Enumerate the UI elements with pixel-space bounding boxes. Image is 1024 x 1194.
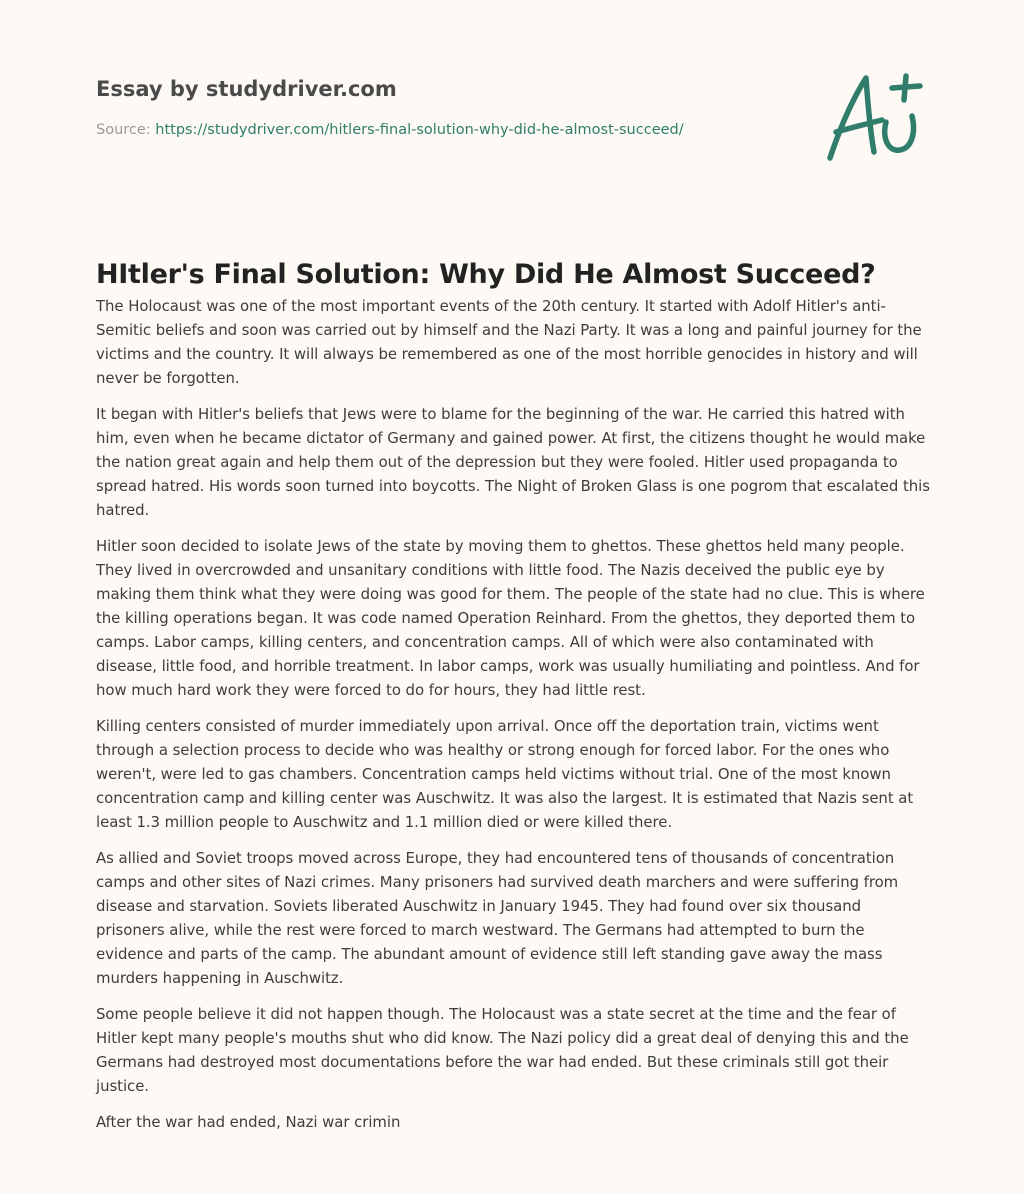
paragraph: The Holocaust was one of the most important events of the 20th century. It started with Adolf Hitler's anti-Semitic beliefs and soon was carried out by himself and the Nazi Party. It was a long and painful journey for the victims and the country. It will always be remembered as one of the most horrible genocides in history and will never be forgotten. <box>96 297 922 387</box>
source-link[interactable]: https://studydriver.com/hitlers-final-solution-why-did-he-almost-succeed/ <box>155 122 684 138</box>
source-label: Source: <box>96 122 156 138</box>
a-plus-logo-icon <box>822 66 932 166</box>
brand-title: Essay by studydriver.com <box>96 77 397 101</box>
paragraph: Hitler soon decided to isolate Jews of the state by moving them to ghettos. These ghettos held many people. They lived in overcrowded and unsanitary conditions with little food. The Nazis deceived the public eye by making them think what they were doing was good for them. The people of the state had no clue. This is where the killing operations began. It was code named Operation Reinhard. From the ghettos, they deported them to camps. Labor camps, killing centers, and concentration camps. All of which were also contaminated with disease, little food, and horrible treatment. In labor camps, work was usually humiliating and pointless. And for how much hard work they were forced to do for hours, they had little rest. <box>96 537 925 699</box>
article-body <box>96 294 932 1146</box>
source-line <box>96 120 796 140</box>
paragraph: Killing centers consisted of murder immediately upon arrival. Once off the deportation train, victims went through a selection process to decide who was healthy or strong enough for forced labor. For the ones who weren't, were led to gas chambers. Concentration camps held victims without trial. One of the most known concentration camp and killing center was Auschwitz. It was also the largest. It is estimated that Nazis sent at least 1.3 million people to Auschwitz and 1.1 million died or were killed there. <box>96 717 914 831</box>
paragraph: Some people believe it did not happen though. The Holocaust was a state secret at the time and the fear of Hitler kept many people's mouths shut who did know. The Nazi policy did a great deal of denying this and the Germans had destroyed most documentations before the war had ended. But these criminals still got their justice. <box>96 1005 909 1095</box>
paragraph: After the war had ended, Nazi war crimin <box>96 1113 401 1131</box>
article-title: HItler's Final Solution: Why Did He Almost Succeed? <box>96 259 876 290</box>
paragraph: It began with Hitler's beliefs that Jews were to blame for the beginning of the war. He carried this hatred with him, even when he became dictator of Germany and gained power. At first, the citizens thought he would make the nation great again and help them out of the depression but they were fooled. Hitler used propaganda to spread hatred. His words soon turned into boycotts. The Night of Broken Glass is one pogrom that escalated this hatred. <box>96 405 930 519</box>
page-header <box>96 72 796 140</box>
paragraph: As allied and Soviet troops moved across Europe, they had encountered tens of thousands of concentration camps and other sites of Nazi crimes. Many prisoners had survived death marchers and were suffering from disease and starvation. Soviets liberated Auschwitz in January 1945. They had found over six thousand prisoners alive, while the rest were forced to march westward. The Germans had attempted to burn the evidence and parts of the camp. The abundant amount of evidence still left standing gave away the mass murders happening in Auschwitz. <box>96 849 899 987</box>
